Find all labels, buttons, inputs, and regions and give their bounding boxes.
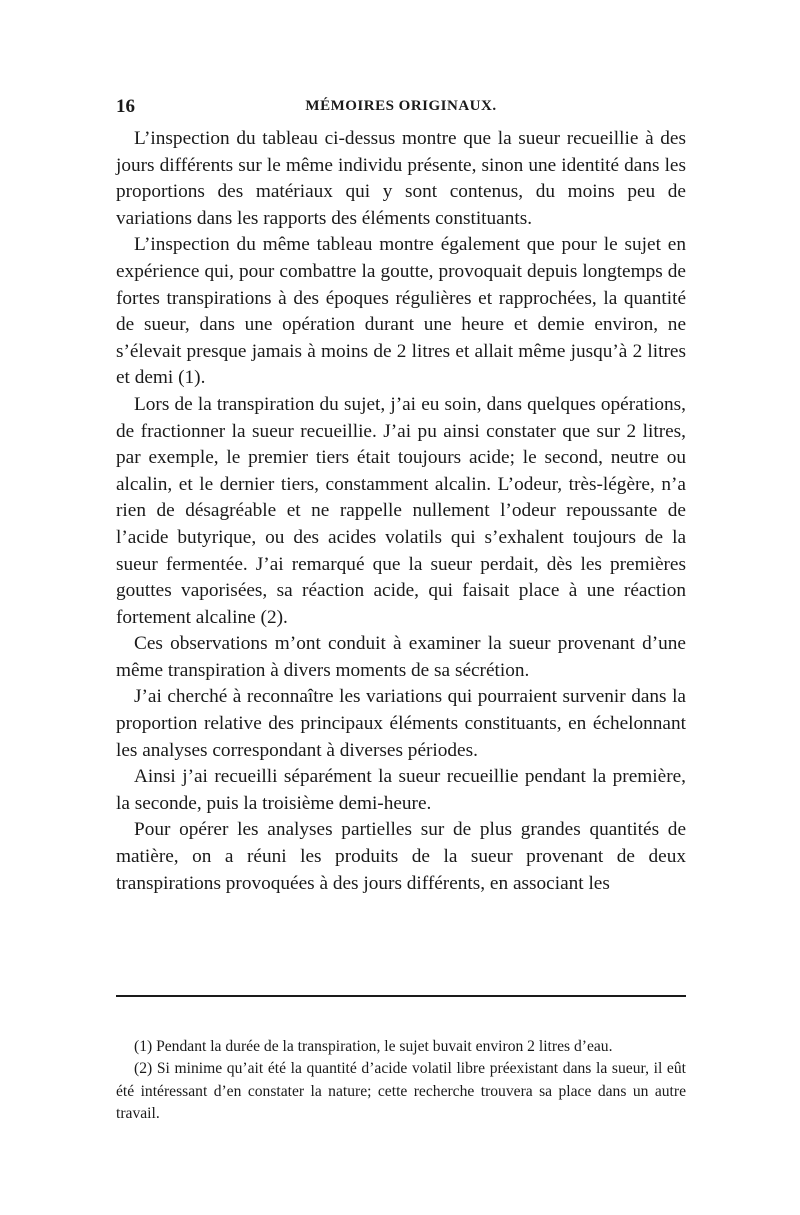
footnote: (2) Si minime qu’ait été la quantité d’acide volatil libre préexistant dans la sueur, il eût été intéressant d’en constater la nature; cette recherche trouvera sa place dans un autre travail. <box>116 1060 686 1123</box>
paragraph: L’inspection du tableau ci-dessus montre que la sueur recueillie à des jours différents sur le même individu présente, sinon une identité dans les proportions des matériaux qui y sont contenus, du moins peu de variations dans les rapports des éléments constituants. <box>116 128 686 229</box>
footnotes <box>116 1036 686 1126</box>
paragraph: Ces observations m’ont conduit à examiner la sueur provenant d’une même transpiration à divers moments de sa sécrétion. <box>116 633 686 681</box>
footnote-divider <box>116 995 686 997</box>
paragraph: Lors de la transpiration du sujet, j’ai eu soin, dans quelques opérations, de fractionner la sueur recueillie. J’ai pu ainsi constater que sur 2 litres, par exemple, le premier tiers était toujours acide; le second, neutre ou alcalin, et le dernier tiers, constamment alcalin. L’odeur, très-légère, n’a rien de désagréable et ne rappelle nullement l’odeur repoussante de l’acide butyrique, ou des acides volatils qui s’exhalent toujours de la sueur fermentée. J’ai remarqué que la sueur perdait, dès les premières gouttes vaporisées, sa réaction acide, qui faisait place à une réaction fortement alcaline (2). <box>116 393 686 628</box>
page-header <box>116 96 686 124</box>
footnote: (1) Pendant la durée de la transpiration, le sujet buvait environ 2 litres d’eau. <box>134 1038 613 1055</box>
running-title: MÉMOIRES ORIGINAUX. <box>305 98 497 114</box>
page-number: 16 <box>116 96 135 117</box>
paragraph: Pour opérer les analyses partielles sur de plus grandes quantités de matière, on a réuni les produits de la sueur provenant de deux transpirations provoquées à des jours différents, en associant les <box>116 819 686 894</box>
body-text <box>116 126 686 897</box>
paragraph: J’ai cherché à reconnaître les variations qui pourraient survenir dans la proportion relative des principaux éléments constituants, en échelonnant les analyses correspondant à diverses périodes. <box>116 686 686 761</box>
paragraph: L’inspection du même tableau montre également que pour le sujet en expérience qui, pour combattre la goutte, provoquait depuis longtemps de fortes transpirations à des époques régulières et rapprochées, la quantité de sueur, dans une opération durant une heure et demie environ, ne s’élevait presque jamais à moins de 2 litres et allait même jusqu’à 2 litres et demi (1). <box>116 234 686 389</box>
paragraph: Ainsi j’ai recueilli séparément la sueur recueillie pendant la première, la seconde, puis la troisième demi-heure. <box>116 766 686 814</box>
